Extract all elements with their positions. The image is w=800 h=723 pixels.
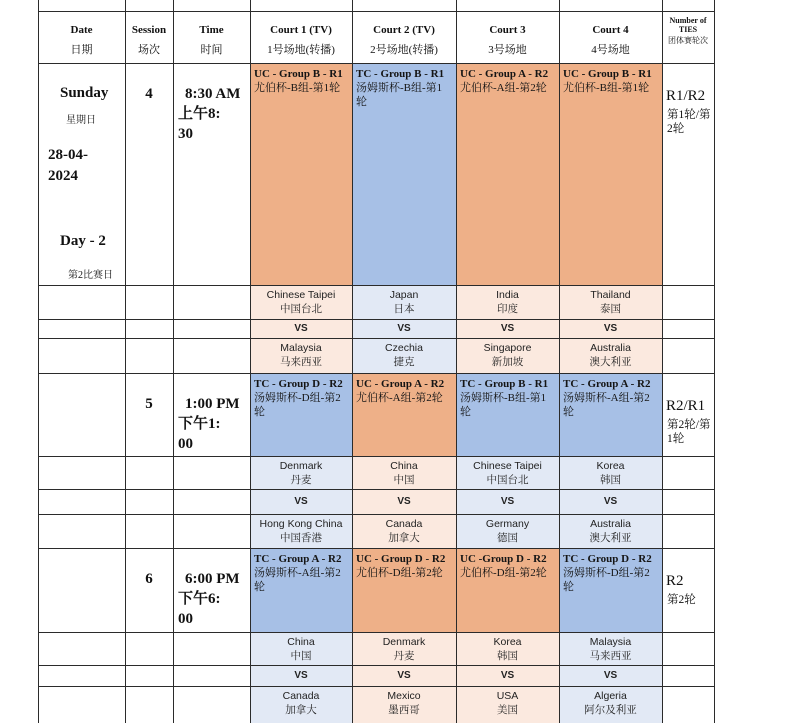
away-team-cn: 德国 xyxy=(497,532,518,544)
header-session xyxy=(125,23,173,57)
match-tag-cn-1: 汤姆斯杯-B组-第1 xyxy=(460,392,547,404)
home-team-cn: 泰国 xyxy=(600,303,621,315)
header-court3-cn: 3号场地 xyxy=(488,44,527,56)
home-team xyxy=(559,288,662,316)
vs-label: VS xyxy=(397,496,411,507)
home-team xyxy=(352,288,456,316)
away-team xyxy=(250,689,352,717)
match-tag-en: UC - Group A - R2 xyxy=(356,378,445,390)
away-team-cn: 墨西哥 xyxy=(388,704,420,716)
match-tag-cn-1: 汤姆斯杯-B组-第1 xyxy=(356,82,443,94)
header-court2 xyxy=(352,23,456,57)
match-tag xyxy=(563,377,660,419)
header-date-en: Date xyxy=(70,24,93,36)
header-court4-cn: 4号场地 xyxy=(591,44,630,56)
away-team-en: Mexico xyxy=(387,690,421,702)
header-ties-cn: 团体赛轮次 xyxy=(668,36,708,45)
vs-label: VS xyxy=(294,496,308,507)
home-team-cn: 丹麦 xyxy=(290,474,312,486)
day-number-cn: 第2比赛日 xyxy=(68,270,113,281)
match-tag-en: TC - Group B - R1 xyxy=(460,378,549,390)
vs-label: VS xyxy=(500,670,515,681)
home-team xyxy=(559,635,662,663)
away-team-cn: 加拿大 xyxy=(388,532,420,544)
home-team xyxy=(352,459,456,487)
match-tag-en: UC - Group D - R2 xyxy=(356,553,446,565)
ties-round-cn-1: 第2轮/第 xyxy=(667,419,711,431)
away-team xyxy=(456,517,559,545)
header-time-cn: 时间 xyxy=(200,44,223,56)
ties-round: R2/R1 xyxy=(666,398,706,414)
grid-line xyxy=(38,514,715,515)
match-tag-cn-2: 轮 xyxy=(563,406,574,418)
home-team-en: Korea xyxy=(493,636,522,648)
match-tag-cn-2: 轮 xyxy=(356,96,367,108)
session-number: 6 xyxy=(145,571,153,587)
home-team-en: China xyxy=(390,460,418,472)
header-date-cn: 日期 xyxy=(70,44,93,56)
away-team-cn: 美国 xyxy=(497,704,518,716)
home-team xyxy=(456,459,559,487)
grid-line xyxy=(559,0,560,723)
home-team-cn: 印度 xyxy=(497,303,518,315)
home-team-cn: 中国台北 xyxy=(486,474,529,486)
home-team-cn: 中国 xyxy=(290,650,312,662)
match-tag xyxy=(460,377,557,419)
vs-label: VS xyxy=(603,496,618,507)
home-team xyxy=(250,635,352,663)
ties-round-cn-2: 1轮 xyxy=(667,433,685,445)
match-tag-cn-2: 轮 xyxy=(460,406,471,418)
home-team xyxy=(250,459,352,487)
grid-line xyxy=(38,0,39,723)
grid-line xyxy=(38,11,715,12)
away-team xyxy=(559,517,662,545)
grid-line xyxy=(250,0,251,723)
match-tag-cn-1: 尤伯杯-B组-第1轮 xyxy=(254,82,341,94)
away-team xyxy=(250,517,352,545)
match-tag-en: UC - Group B - R1 xyxy=(563,68,652,80)
home-team-cn: 丹麦 xyxy=(393,650,415,662)
home-team-en: Thailand xyxy=(590,289,631,301)
session-number: 5 xyxy=(145,396,153,412)
grid-line xyxy=(38,373,715,374)
match-tag xyxy=(356,552,454,580)
header-ties-en1: Number of xyxy=(669,16,707,25)
ties-round: R1/R2 xyxy=(666,88,706,104)
day-number: Day - 2 xyxy=(60,233,106,249)
header-court1-cn: 1号场地(转播) xyxy=(267,44,335,56)
vs-label: VS xyxy=(397,323,411,334)
away-team xyxy=(352,341,456,369)
match-tag-cn-2: 轮 xyxy=(254,406,265,418)
session-time-cn-1: 下午1: xyxy=(178,416,221,432)
session-time: 8:30 AM xyxy=(185,86,241,102)
ties-round-cn-2: 2轮 xyxy=(667,123,685,135)
match-tag-cn-1: 汤姆斯杯-A组-第2 xyxy=(563,392,650,404)
match-tag xyxy=(563,552,660,594)
session-time-cn-2: 00 xyxy=(178,611,193,627)
away-team-en: Algeria xyxy=(594,690,627,702)
away-team-cn: 中国香港 xyxy=(280,532,322,544)
home-team-cn: 韩国 xyxy=(600,474,621,486)
home-team-en: Denmark xyxy=(279,460,323,472)
away-team xyxy=(352,689,456,717)
vs-label: VS xyxy=(603,323,618,334)
grid-line xyxy=(38,489,715,490)
day-weekday: Sunday xyxy=(60,85,109,101)
session-time-cn-1: 上午8: xyxy=(178,106,221,122)
home-team xyxy=(456,635,559,663)
match-tag-cn-1: 汤姆斯杯-D组-第2 xyxy=(563,567,650,579)
day-date-line2: 2024 xyxy=(48,168,78,184)
away-team-cn: 澳大利亚 xyxy=(589,356,632,368)
grid-line xyxy=(352,0,353,723)
session-time-cn-1: 下午6: xyxy=(178,591,221,607)
home-team-en: Chinese Taipei xyxy=(473,460,542,472)
day-date-line1: 28-04- xyxy=(48,147,88,163)
away-team xyxy=(250,341,352,369)
match-tag-cn-1: 汤姆斯杯-A组-第2 xyxy=(254,567,341,579)
home-team-en: Japan xyxy=(389,289,419,301)
match-tag xyxy=(254,552,350,594)
match-tag-en: TC - Group D - R2 xyxy=(563,553,652,565)
vs-label: VS xyxy=(294,323,308,334)
home-team-cn: 中国 xyxy=(393,474,415,486)
session-time: 6:00 PM xyxy=(185,571,240,587)
vs-label: VS xyxy=(397,670,411,681)
away-team xyxy=(559,341,662,369)
header-ties-en2: TIES xyxy=(678,25,698,34)
away-team-en: Germany xyxy=(485,518,530,530)
match-tag-en: TC - Group A - R2 xyxy=(563,378,651,390)
day-weekday-cn: 星期日 xyxy=(66,115,96,126)
home-team-en: Korea xyxy=(596,460,625,472)
away-team-cn: 新加坡 xyxy=(491,356,524,368)
match-tag xyxy=(356,377,454,405)
match-tag xyxy=(460,552,557,580)
match-tag xyxy=(356,67,454,109)
home-team xyxy=(250,288,352,316)
match-tag-en: UC - Group B - R1 xyxy=(254,68,343,80)
header-ties xyxy=(662,16,714,45)
home-team xyxy=(456,288,559,316)
away-team-cn: 阿尔及利亚 xyxy=(584,704,637,716)
header-court4 xyxy=(559,23,662,57)
away-team-en: Singapore xyxy=(483,342,532,354)
session-time: 1:00 PM xyxy=(185,396,240,412)
match-tag-en: UC -Group D - R2 xyxy=(460,553,547,565)
header-court2-cn: 2号场地(转播) xyxy=(370,44,438,56)
home-team-cn: 韩国 xyxy=(497,650,518,662)
away-team-en: USA xyxy=(496,690,519,702)
court-fill xyxy=(456,63,559,285)
match-tag-cn-1: 尤伯杯-B组-第1轮 xyxy=(563,82,650,94)
home-team-en: India xyxy=(496,289,519,301)
header-court3 xyxy=(456,23,559,57)
vs-label: VS xyxy=(603,670,618,681)
away-team-en: Malaysia xyxy=(280,342,322,354)
match-tag xyxy=(254,67,350,95)
away-team-en: Australia xyxy=(590,342,631,354)
grid-line xyxy=(662,0,663,723)
header-court4-en: Court 4 xyxy=(592,24,629,36)
home-team-cn: 中国台北 xyxy=(280,303,322,315)
grid-line xyxy=(714,0,715,723)
grid-line xyxy=(38,456,715,457)
grid-line xyxy=(38,63,715,64)
vs-label: VS xyxy=(500,496,515,507)
court-fill xyxy=(250,63,352,285)
away-team-cn: 捷克 xyxy=(393,356,415,368)
ties-round: R2 xyxy=(666,573,684,589)
grid-line xyxy=(38,338,715,339)
home-team xyxy=(352,635,456,663)
vs-label: VS xyxy=(500,323,515,334)
grid-line xyxy=(38,548,715,549)
match-tag xyxy=(254,377,350,419)
away-team xyxy=(456,341,559,369)
match-tag-cn-1: 尤伯杯-D组-第2轮 xyxy=(356,567,443,579)
away-team xyxy=(559,689,662,717)
grid-line xyxy=(38,319,715,320)
session-time-cn-2: 00 xyxy=(178,436,193,452)
match-tag-cn-1: 尤伯杯-A组-第2轮 xyxy=(356,392,443,404)
away-team-en: Canada xyxy=(282,690,320,702)
home-team-en: Malaysia xyxy=(589,636,632,648)
match-tag-cn-1: 汤姆斯杯-D组-第2 xyxy=(254,392,341,404)
grid-line xyxy=(38,665,715,666)
ties-round-cn-1: 第2轮 xyxy=(667,594,696,606)
home-team-cn: 马来西亚 xyxy=(589,650,632,662)
match-tag-en: UC - Group A - R2 xyxy=(460,68,549,80)
match-tag-en: TC - Group D - R2 xyxy=(254,378,343,390)
away-team-cn: 加拿大 xyxy=(285,704,317,716)
home-team-cn: 日本 xyxy=(393,303,415,315)
ties-round-cn-1: 第1轮/第 xyxy=(667,109,711,121)
away-team-cn: 马来西亚 xyxy=(280,356,322,368)
home-team-en: Chinese Taipei xyxy=(266,289,336,301)
match-tag-cn-1: 尤伯杯-A组-第2轮 xyxy=(460,82,547,94)
header-court2-en: Court 2 (TV) xyxy=(373,24,435,36)
away-team-en: Czechia xyxy=(385,342,423,354)
header-session-cn: 场次 xyxy=(138,44,160,56)
home-team-en: Denmark xyxy=(382,636,426,648)
grid-line xyxy=(456,0,457,723)
grid-line xyxy=(38,686,715,687)
away-team-en: Hong Kong China xyxy=(259,518,343,530)
match-tag-cn-1: 尤伯杯-D组-第2轮 xyxy=(460,567,547,579)
match-tag-cn-2: 轮 xyxy=(563,581,574,593)
away-team-en: Canada xyxy=(385,518,423,530)
match-tag xyxy=(563,67,660,95)
vs-label: VS xyxy=(294,670,308,681)
away-team-en: Australia xyxy=(590,518,631,530)
match-tag-en: TC - Group B - R1 xyxy=(356,68,445,80)
header-time-en: Time xyxy=(199,24,224,36)
match-tag xyxy=(460,67,557,95)
grid-line xyxy=(125,0,126,723)
grid-line xyxy=(173,0,174,723)
grid-line xyxy=(38,632,715,633)
header-court3-en: Court 3 xyxy=(489,24,526,36)
session-time-cn-2: 30 xyxy=(178,126,193,142)
court-fill xyxy=(559,63,662,285)
match-tag-en: TC - Group A - R2 xyxy=(254,553,342,565)
home-team xyxy=(559,459,662,487)
session-number: 4 xyxy=(145,86,153,102)
header-time xyxy=(173,23,250,57)
grid-line xyxy=(38,285,715,286)
away-team-cn: 澳大利亚 xyxy=(589,532,632,544)
away-team xyxy=(456,689,559,717)
header-session-en: Session xyxy=(131,24,167,36)
header-court1 xyxy=(250,23,352,57)
header-date xyxy=(38,23,125,57)
schedule-table xyxy=(38,0,760,723)
home-team-en: China xyxy=(287,636,315,648)
match-tag-cn-2: 轮 xyxy=(254,581,265,593)
away-team xyxy=(352,517,456,545)
header-court1-en: Court 1 (TV) xyxy=(270,24,332,36)
